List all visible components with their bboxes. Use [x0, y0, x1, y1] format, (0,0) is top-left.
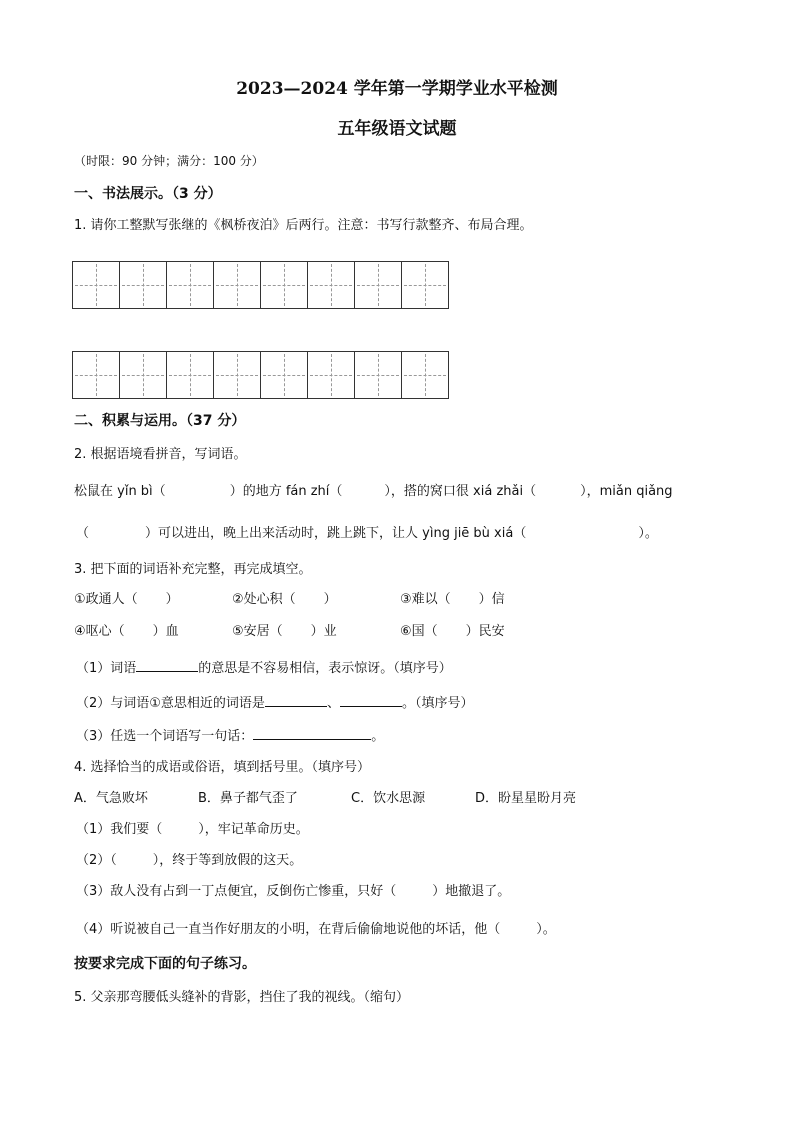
question-5: 5. 父亲那弯腰低头缝补的背影，挡住了我的视线。（缩句）: [74, 990, 410, 1005]
question-4-prompt: 4. 选择恰当的成语或俗语，填到括号里。（填序号）: [74, 760, 371, 775]
answer-line[interactable]: [253, 727, 371, 740]
question-2-prompt: 2. 根据语境看拼音，写词语。: [74, 447, 247, 462]
question-3-sub-3: （3）任选一个词语写一句话： 。: [76, 729, 385, 744]
grid-cell[interactable]: [307, 261, 355, 309]
grid-cell[interactable]: [213, 261, 261, 309]
exam-title: 2023—2024 学年第一学期学业水平检测: [236, 79, 558, 99]
question-4-sentence-2: （2）（ ），终于等到放假的这天。: [76, 853, 303, 868]
grid-cell[interactable]: [119, 351, 167, 399]
question-2-line-1: 松鼠在 yǐn bì（ ）的地方 fán zhí（ ），搭的窝口很 xiá zhǎi（ ），miǎn qiǎng: [74, 484, 673, 499]
grid-cell[interactable]: [354, 351, 402, 399]
idiom-row-2: ④呕心（ ）血 ⑤安居（ ）业 ⑥国（ ）民安: [74, 624, 505, 639]
writing-grid-row-1[interactable]: [72, 261, 449, 309]
question-1: 1. 请你工整默写张继的《枫桥夜泊》后两行。注意：书写行款整齐、布局合理。: [74, 218, 533, 233]
question-3-sub-2: （2）与词语①意思相近的词语是 、 。（填序号）: [76, 696, 474, 711]
answer-line[interactable]: [340, 694, 402, 707]
grid-cell[interactable]: [307, 351, 355, 399]
grid-cell[interactable]: [213, 351, 261, 399]
grid-cell[interactable]: [72, 351, 120, 399]
exam-subtitle: 五年级语文试题: [337, 119, 457, 139]
grid-cell[interactable]: [166, 261, 214, 309]
grid-cell[interactable]: [401, 261, 449, 309]
answer-line[interactable]: [136, 659, 198, 672]
question-3-prompt: 3. 把下面的词语补充完整，再完成填空。: [74, 562, 312, 577]
option-a: A．气急败坏: [74, 791, 148, 806]
option-d: D．盼星星盼月亮: [475, 791, 577, 806]
grid-cell[interactable]: [260, 261, 308, 309]
option-c: C．饮水思源: [351, 791, 426, 806]
grid-cell[interactable]: [401, 351, 449, 399]
sentence-practice-heading: 按要求完成下面的句子练习。: [74, 956, 256, 972]
grid-cell[interactable]: [260, 351, 308, 399]
idiom-row-1: ①政通人（ ） ②处心积（ ） ③难以（ ）信: [74, 592, 505, 607]
grid-cell[interactable]: [72, 261, 120, 309]
question-3-sub-1: （1）词语 的意思是不容易相信，表示惊讶。（填序号）: [76, 661, 452, 676]
question-2-line-2: （ ）可以进出，晚上出来活动时，跳上跳下，让人 yìng jiē bù xiá（ ）。: [76, 526, 658, 541]
section-heading-calligraphy: 一、书法展示。（3 分）: [74, 186, 222, 202]
grid-cell[interactable]: [354, 261, 402, 309]
question-4-sentence-3: （3）敌人没有占到一丁点便宜，反倒伤亡惨重，只好（ ）地撤退了。: [76, 884, 511, 899]
question-4-sentence-1: （1）我们要（ ），牢记革命历史。: [76, 822, 309, 837]
answer-line[interactable]: [265, 694, 327, 707]
grid-cell[interactable]: [119, 261, 167, 309]
writing-grid-row-2[interactable]: [72, 351, 449, 399]
question-4-sentence-4: （4）听说被自己一直当作好朋友的小明，在背后偷偷地说他的坏话，他（ ）。: [76, 922, 556, 937]
option-b: B．鼻子都气歪了: [198, 791, 298, 806]
grid-cell[interactable]: [166, 351, 214, 399]
exam-meta: （时限：90 分钟；满分：100 分）: [74, 154, 264, 168]
question-4-options: [74, 787, 576, 806]
section-heading-accumulation: 二、积累与运用。（37 分）: [74, 413, 246, 429]
